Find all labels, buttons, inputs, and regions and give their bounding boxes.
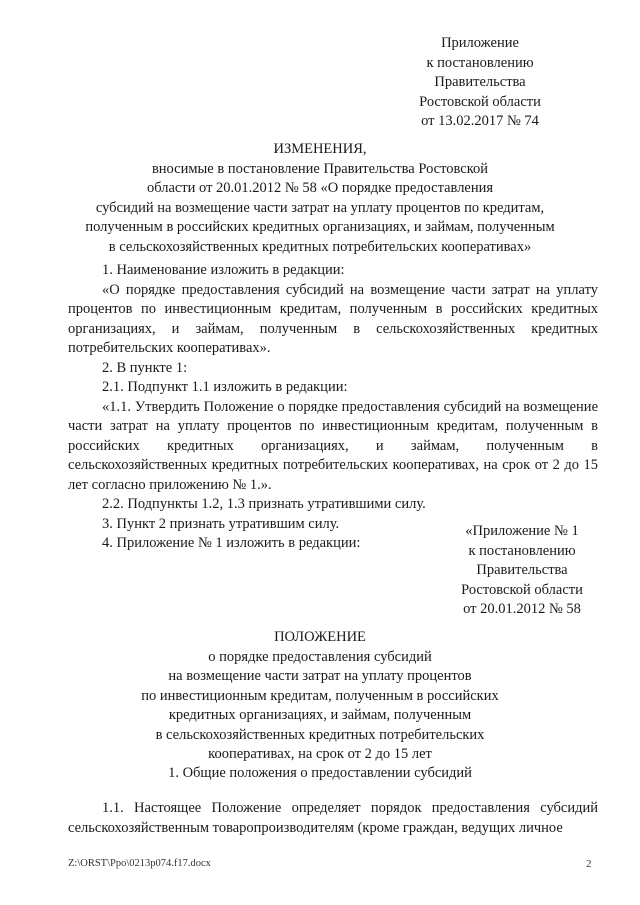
header-line: Правительства	[434, 74, 526, 90]
header-line: Приложение	[441, 35, 519, 51]
regulation-title-line: на возмещение части затрат на уплату процентов	[168, 668, 472, 684]
appendix-line: Ростовской области	[461, 581, 583, 598]
page-number: 2	[586, 858, 592, 870]
paragraph: 2.2. Подпункты 1.2, 1.3 признать утратившими силу.	[102, 496, 426, 512]
paragraph: «О порядке предоставления субсидий на возмещение части затрат на уплату процентов по инвестиционным кредитам, полученным в российских кредитных организациях, и займам, полученным в сельскохозяйственных кредитных потребительских кооперативах».	[68, 281, 598, 356]
header-line: Ростовской области	[419, 93, 541, 110]
paragraph: 2.1. Подпункт 1.1 изложить в редакции:	[102, 379, 348, 395]
changes-title-line: вносимые в постановление Правительства Ростовской	[151, 160, 489, 177]
appendix-line: «Приложение № 1	[465, 523, 579, 539]
changes-title-block	[60, 140, 580, 257]
regulation-title-line: в сельскохозяйственных кредитных потребительских	[155, 726, 485, 743]
paragraph: 2. В пункте 1:	[102, 359, 188, 376]
paragraph: «1.1. Утвердить Положение о порядке предоставления субсидий на возмещение части затрат на уплату процентов по инвестиционным кредитам, полученным в российских кредитных организациях, и займам, полученным в сельскохозяйственных кредитных потребительских кооперативах, на срок от 2 до 15 лет согласно приложению № 1.».	[68, 398, 598, 493]
appendix-line: от 20.01.2012 № 58	[463, 601, 581, 617]
regulation-title-line: по инвестиционным кредитам, полученным в российских	[141, 687, 499, 704]
header-line: к постановлению	[426, 54, 534, 71]
regulation-title-line: о порядке предоставления субсидий	[208, 648, 432, 665]
appendix-attachment-block	[442, 522, 602, 620]
regulation-title-line: кооперативах, на срок от 2 до 15 лет	[208, 746, 432, 762]
paragraph: 4. Приложение № 1 изложить в редакции:	[102, 535, 361, 551]
changes-title-line: в сельскохозяйственных кредитных потребительских кооперативах»	[108, 238, 532, 255]
regulation-title-block	[60, 628, 580, 765]
paragraph: 1. Наименование изложить в редакции:	[102, 262, 345, 278]
footer-file-path: Z:\ORST\Ppo\0213p074.f17.docx	[68, 858, 211, 869]
header-line: от 13.02.2017 № 74	[421, 113, 539, 129]
changes-title-line: субсидий на возмещение части затрат на уплату процентов по кредитам,	[95, 199, 545, 216]
paragraph: 3. Пункт 2 признать утратившим силу.	[102, 515, 340, 532]
regulation-heading: ПОЛОЖЕНИЕ	[274, 629, 366, 645]
paragraph: 1.1. Настоящее Положение определяет порядок предоставления субсидий сельскохозяйственным товаропроизводителям (кроме граждан, ведущих личное	[68, 800, 598, 836]
appendix-line: к постановлению	[468, 542, 576, 559]
section-body	[68, 799, 598, 838]
header-attachment-block	[400, 34, 560, 132]
regulation-title-line: кредитных организациях, и займам, полученным	[168, 707, 472, 723]
changes-title-line: области от 20.01.2012 № 58 «О порядке предоставления	[146, 180, 494, 196]
appendix-line: Правительства	[476, 562, 568, 578]
changes-heading: ИЗМЕНЕНИЯ,	[273, 141, 367, 157]
section-heading: 1. Общие положения о предоставлении субсидий	[168, 765, 472, 781]
changes-title-line: полученным в российских кредитных организациях, и займам, полученным	[85, 219, 555, 235]
changes-body	[68, 261, 598, 554]
